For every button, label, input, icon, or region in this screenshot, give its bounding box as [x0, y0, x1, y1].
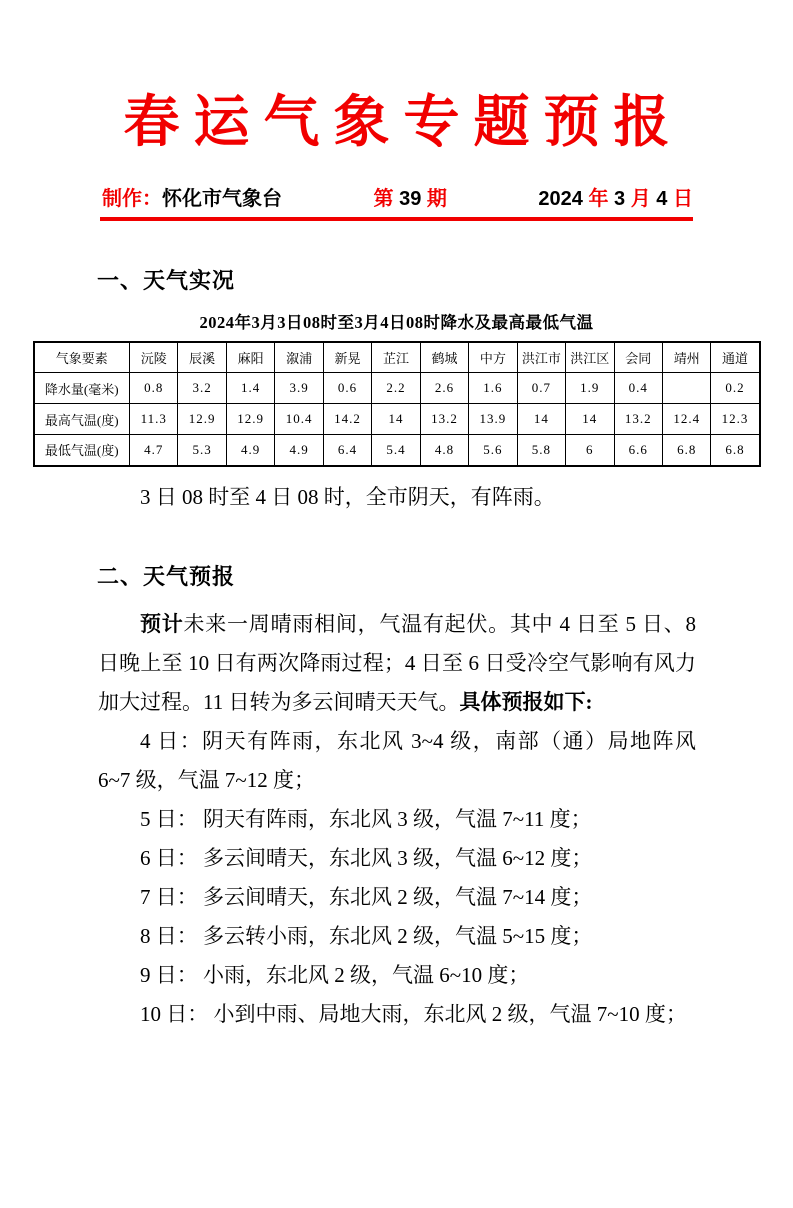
table-cell: 3.2: [178, 373, 226, 404]
section-actual-heading: 一、天气实况: [97, 267, 236, 293]
col-header-station: 洪江市: [517, 342, 565, 373]
date-field: [538, 186, 693, 212]
col-header-station: 麻阳: [226, 342, 274, 373]
table-cell: 14.2: [323, 404, 371, 435]
table-cell: 12.4: [662, 404, 710, 435]
col-header-station: 沅陵: [130, 342, 178, 373]
table-cell: 10.4: [275, 404, 323, 435]
forecast-day-7: 7 日： 多云间晴天，东北风 2 级，气温 7~14 度；: [140, 884, 593, 909]
date-month-unit: 月: [630, 187, 651, 210]
issue-field: [374, 186, 447, 212]
forecast-day-10: 10 日： 小到中雨、局地大雨，东北风 2 级，气温 7~10 度；: [140, 1001, 687, 1026]
table-cell: 12.9: [178, 404, 226, 435]
table-cell: 6.8: [711, 435, 760, 466]
table-cell: 13.9: [469, 404, 517, 435]
table-cell: 6: [566, 435, 614, 466]
table-cell: 4.9: [226, 435, 274, 466]
table-cell: 1.9: [566, 373, 614, 404]
header-divider: [100, 217, 693, 221]
forecast-intro-text: 未来一周晴雨相间，气温有起伏。其中 4 日至 5 日、8 日晚上至 10 日有两次降雨过程；4 日至 6 日受冷空气影响有风力加大过程。11 日转为多云间晴天天气。: [98, 611, 697, 714]
forecast-day-4: 4 日：阴天有阵雨，东北风 3~4 级，南部（通）局地阵风 6~7 级，气温 7~12 度；: [98, 728, 696, 792]
table-cell: 2.6: [420, 373, 468, 404]
col-header-station: 洪江区: [566, 342, 614, 373]
table-cell: 0.8: [130, 373, 178, 404]
table-cell: 4.9: [275, 435, 323, 466]
date-day-unit: 日: [672, 187, 693, 210]
table-cell: 13.2: [420, 404, 468, 435]
forecast-day-9: 9 日： 小雨，东北风 2 级，气温 6~10 度；: [140, 962, 530, 987]
date-day: 4: [650, 187, 673, 210]
row-label: 最低气温(度): [34, 435, 130, 466]
table-cell: 12.3: [711, 404, 760, 435]
table-cell: 5.4: [372, 435, 420, 466]
table-row-min-temp: [34, 435, 760, 466]
table-cell: 0.2: [711, 373, 760, 404]
document-page: [0, 86, 793, 1208]
row-label: 降水量(毫米): [34, 373, 130, 404]
col-header-station: 会同: [614, 342, 662, 373]
table-cell: 0.6: [323, 373, 371, 404]
table-cell: 4.7: [130, 435, 178, 466]
table-header-row: [34, 342, 760, 373]
table-cell: 6.6: [614, 435, 662, 466]
table-cell: 12.9: [226, 404, 274, 435]
section-forecast-heading: 二、天气预报: [97, 563, 236, 589]
col-header-station: 通道: [711, 342, 760, 373]
table-cell: 0.7: [517, 373, 565, 404]
table-cell: 0.4: [614, 373, 662, 404]
row-label: 最高气温(度): [34, 404, 130, 435]
table-cell: 3.9: [275, 373, 323, 404]
forecast-intro-tail: 具体预报如下:: [459, 689, 593, 714]
table-cell: 4.8: [420, 435, 468, 466]
date-year-unit: 年: [588, 187, 609, 210]
actual-weather-summary: 3 日 08 时至 4 日 08 时，全市阴天，有阵雨。: [140, 484, 555, 509]
table-row-precipitation: [34, 373, 760, 404]
table-cell: [662, 373, 710, 404]
table-cell: 14: [372, 404, 420, 435]
table-cell: 14: [566, 404, 614, 435]
table-row-max-temp: [34, 404, 760, 435]
table-cell: 1.4: [226, 373, 274, 404]
table-cell: 1.6: [469, 373, 517, 404]
col-header-station: 鹤城: [420, 342, 468, 373]
col-header-element: 气象要素: [34, 342, 130, 373]
date-month: 3: [608, 187, 631, 210]
page-title: 春运气象专题预报: [123, 92, 684, 154]
table-cell: 13.2: [614, 404, 662, 435]
issue-suffix: 期: [426, 187, 447, 210]
forecast-intro-lead: 预计: [140, 611, 184, 636]
col-header-station: 中方: [469, 342, 517, 373]
observation-table: [33, 341, 761, 467]
table-cell: 5.8: [517, 435, 565, 466]
col-header-station: 新晃: [323, 342, 371, 373]
table-cell: 5.3: [178, 435, 226, 466]
col-header-station: 溆浦: [275, 342, 323, 373]
producer-field: [102, 186, 282, 212]
table-cell: 6.8: [662, 435, 710, 466]
table-title: 2024年3月3日08时至3月4日08时降水及最高最低气温: [199, 312, 594, 332]
col-header-station: 芷江: [372, 342, 420, 373]
doc-meta-line: [102, 186, 693, 212]
table-cell: 14: [517, 404, 565, 435]
table-cell: 2.2: [372, 373, 420, 404]
col-header-station: 靖州: [662, 342, 710, 373]
issue-number: 39: [393, 187, 427, 210]
col-header-station: 辰溪: [178, 342, 226, 373]
forecast-day-8: 8 日： 多云转小雨，东北风 2 级，气温 5~15 度；: [140, 923, 593, 948]
forecast-intro-paragraph: [98, 605, 696, 722]
producer-value: 怀化市气象台: [162, 187, 282, 210]
date-year: 2024: [538, 187, 589, 210]
forecast-day-6: 6 日： 多云间晴天，东北风 3 级，气温 6~12 度；: [140, 845, 593, 870]
forecast-day-5: 5 日： 阴天有阵雨，东北风 3 级，气温 7~11 度；: [140, 806, 592, 831]
table-cell: 6.4: [323, 435, 371, 466]
producer-label: 制作：: [102, 187, 162, 210]
issue-prefix: 第: [373, 187, 394, 210]
table-cell: 5.6: [469, 435, 517, 466]
table-cell: 11.3: [130, 404, 178, 435]
